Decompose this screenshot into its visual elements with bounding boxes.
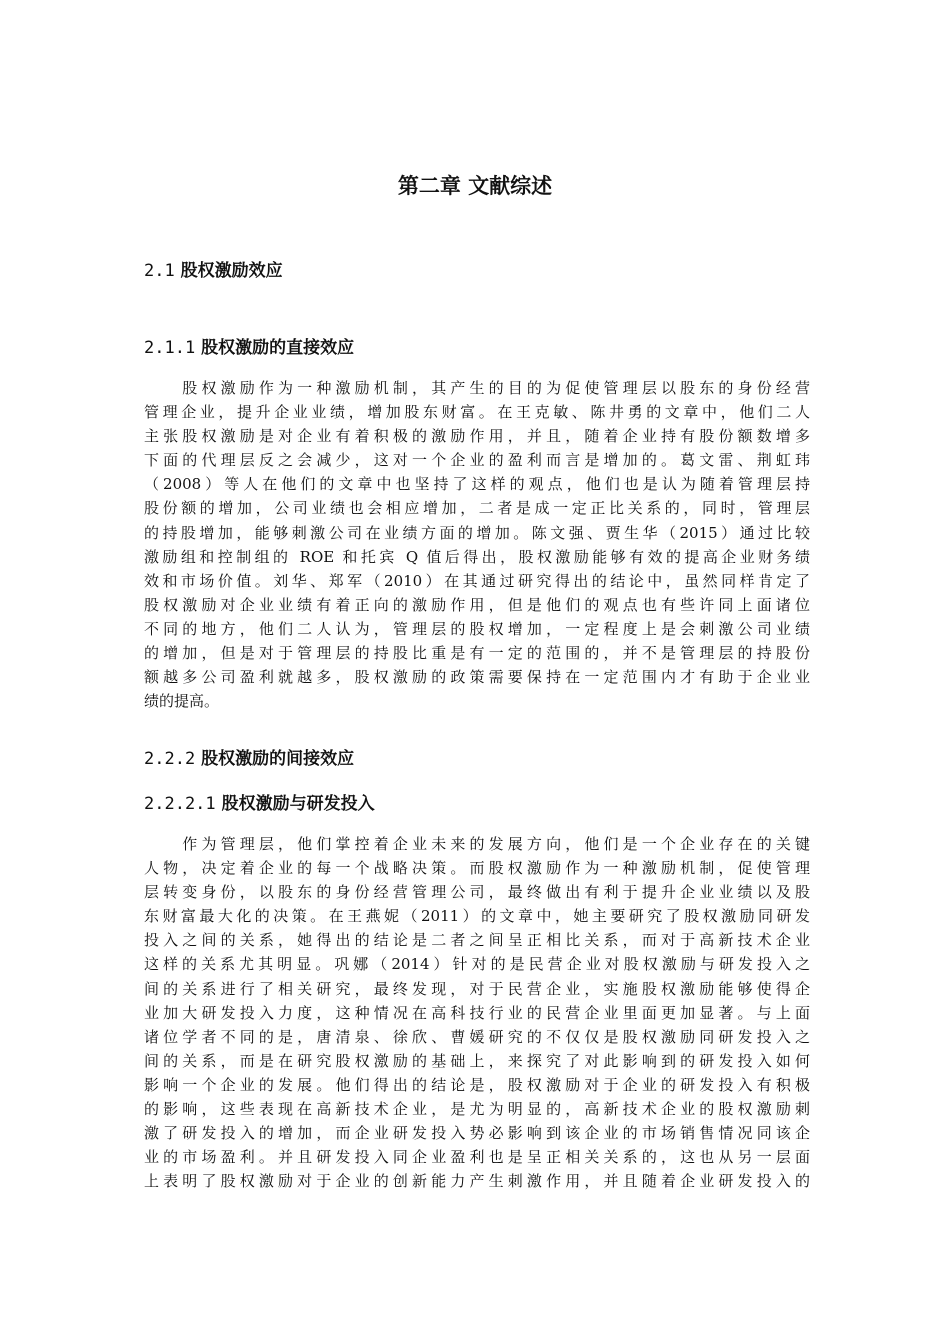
paragraph-rd-investment [144,832,810,1193]
text-line: 股权激励对企业业绩有着正向的激励作用，但是他们的观点也有些许同上面诸位 [144,595,810,614]
section-heading-2-2-2-1 [144,792,375,816]
text-line: 的持股增加，能够刺激公司在业绩方面的增加。陈文强、贾生华（2015）通过比较 [144,523,810,542]
section-number: 2.2.2 [144,749,196,769]
text-line: 上表明了股权激励对于企业的创新能力产生刺激作用，并且随着企业研发投入的 [144,1172,810,1191]
section-title: 股权激励的间接效应 [201,749,355,769]
text-line: 效和市场价值。刘华、郑军（2010）在其通过研究得出的结论中，虽然同样肯定了 [144,571,810,590]
text-line: 影响一个企业的发展。他们得出的结论是，股权激励对于企业的研发投入有积极 [144,1075,810,1094]
text-line: 间的关系进行了相关研究，最终发现，对于民营企业，实施股权激励能够使得企 [144,979,810,998]
section-heading-2-2-2 [144,747,354,771]
text-line: 不同的地方，他们二人认为，管理层的股权增加，一定程度上是会刺激公司业绩 [144,619,810,638]
text-line: 激励组和控制组的 ROE 和托宾 Q 值后得出，股权激励能够有效的提高企业财务绩 [144,547,810,566]
section-title: 股权激励与研发投入 [221,794,375,814]
section-number: 2.1.1 [144,338,196,358]
text-line: 作为管理层，他们掌控着企业未来的发展方向，他们是一个企业存在的关键 [144,835,810,853]
text-line: 投入之间的关系，她得出的结论是二者之间呈正相比关系，而对于高新技术企业 [144,931,810,950]
section-heading-2-1 [144,259,283,283]
section-title: 股权激励的直接效应 [201,338,355,358]
text-line: 东财富最大化的决策。在王燕妮（2011）的文章中，她主要研究了股权激励同研发 [144,907,810,926]
text-line: 股份额的增加，公司业绩也会相应增加，二者是成一定正比关系的，同时，管理层 [144,499,810,518]
section-number: 2.2.2.1 [144,794,216,814]
text-line: 股权激励作为一种激励机制，其产生的目的为促使管理层以股东的身份经营 [144,379,810,397]
text-line: 激了研发投入的增加，而企业研发投入势必影响到该企业的市场销售情况同该企 [144,1124,810,1143]
text-line: 人物，决定着企业的每一个战略决策。而股权激励作为一种激励机制，促使管理 [144,859,810,878]
text-line: 业加大研发投入力度，这种情况在高科技行业的民营企业里面更加显著。与上面 [144,1003,810,1022]
text-line: 额越多公司盈利就越多，股权激励的政策需要保持在一定范围内才有助于企业业 [144,668,810,687]
text-line: 下面的代理层反之会减少，这对一个企业的盈利而言是增加的。葛文雷、荆虹玮 [144,451,810,470]
text-line: 这样的关系尤其明显。巩娜（2014）针对的是民营企业对股权激励与研发投入之 [144,955,810,974]
text-line: 的影响，这些表现在高新技术企业，是尤为明显的，高新技术企业的股权激励刺 [144,1100,810,1119]
text-line: 间的关系，而是在研究股权激励的基础上，来探究了对此影响到的研发投入如何 [144,1051,810,1070]
section-number: 2.1 [144,261,175,281]
text-line: 业的市场盈利。并且研发投入同企业盈利也是呈正相关关系的，这也从另一层面 [144,1148,810,1167]
text-line: （2008）等人在他们的文章中也坚持了这样的观点，他们也是认为随着管理层持 [144,475,810,494]
text-line: 诸位学者不同的是，唐清泉、徐欣、曹媛研究的不仅仅是股权激励同研发投入之 [144,1027,810,1046]
paragraph-direct-effect [144,376,810,713]
text-line: 主张股权激励是对企业有着积极的激励作用，并且，随着企业持有股份额数增多 [144,427,810,446]
section-title: 股权激励效应 [180,261,283,281]
chapter-title: 第二章 文献综述 [397,174,553,198]
text-line: 层转变身份，以股东的身份经营管理公司，最终做出有利于提升企业业绩以及股 [144,883,810,902]
section-heading-2-1-1 [144,336,354,360]
text-line: 的增加，但是对于管理层的持股比重是有一定的范围的，并不是管理层的持股份 [144,644,810,663]
text-line: 绩的提高。 [144,692,220,711]
text-line: 管理企业，提升企业业绩，增加股东财富。在王克敏、陈井勇的文章中，他们二人 [144,403,810,422]
